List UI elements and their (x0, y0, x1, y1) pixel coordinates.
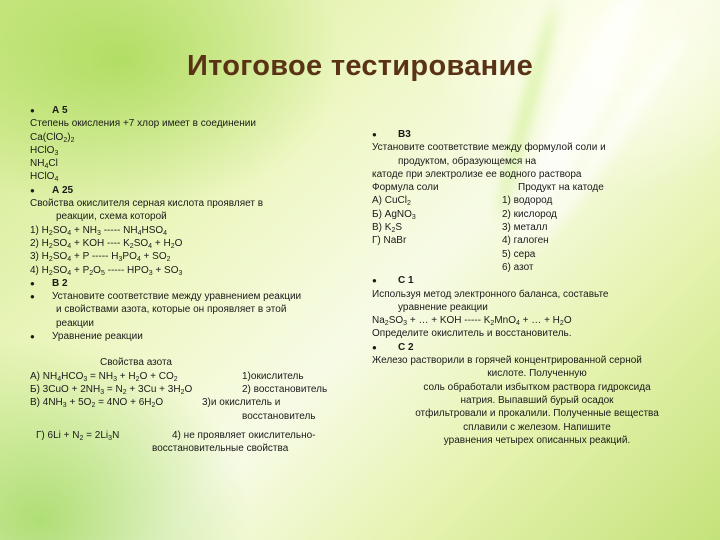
reaction-line: $Na_2SO_3$ + … + KOH ----- $K_2MnO_4$ + … + $H_2O$ (372, 315, 572, 328)
task-c1-question: Используя метод электронного баланса, составьте (372, 288, 609, 300)
table-row: Б) AgNO$_3$ 2) кислород (372, 208, 557, 221)
task-c2-text: Железо растворили в горячей концентрированной серной (372, 355, 642, 367)
task-b2-question: и свойствами азота, которые он проявляет в этой (56, 304, 287, 316)
bullet-icon: ● (372, 276, 377, 286)
task-b2-header: ● Уравнение реакции (30, 331, 143, 343)
table-row: Г) NaBr 4) галоген (372, 235, 549, 247)
task-c2-text: натрия. Выпавший бурый осадок (460, 394, 614, 406)
task-a25-question: Свойства окислителя серная кислота проявляет в (30, 198, 264, 210)
task-b2-header: Свойства азота (100, 357, 172, 369)
table-row: А) CuCl$_2$ 1) водород (372, 195, 553, 208)
right-column (372, 128, 702, 447)
task-c2-text: соль обработали избытком раствора гидроксида (423, 381, 651, 393)
bullet-icon: ● (30, 332, 35, 342)
task-b3-question: катоде при электролизе ее водного раствора (372, 168, 582, 180)
task-c1-question: Определите окислитель и восстановитель. (372, 328, 572, 340)
task-b3-question: Установите соответствие между формулой соли и (372, 142, 606, 154)
table-row: В) $4NH_3 + 5O_2 = 4NO + 6H_2O$ 3)и окислитель и (30, 397, 281, 410)
option-line: $NH_4Cl$ (30, 158, 58, 171)
bullet-icon: ● (30, 292, 35, 302)
reaction-line: 3) $H_2SO_4 + P$ ----- $H_3PO_4 + SO_2$ (30, 251, 171, 264)
bullet-icon: ● (372, 130, 377, 139)
bullet-icon: ● (30, 278, 35, 288)
table-row: Б) $3CuO + 2NH_3 = N_2 + 3Cu + 3H_2O$ 2) восстановитель (30, 383, 328, 396)
option-line: HClO$_3$ (30, 144, 59, 157)
task-b2-question: реакции (56, 317, 94, 329)
bullet-icon: ● (30, 185, 35, 195)
task-a5-heading: ● А 5 (30, 105, 68, 116)
task-b3-question: продуктом, образующемся на (398, 155, 537, 167)
task-c1-heading: ● С 1 (372, 275, 414, 287)
table-row: восстановительные свойства (152, 443, 289, 455)
task-b3-heading: ● В3 (372, 129, 411, 140)
reaction-line: 1) $H_2SO_4 + NH_3$ ----- $NH_4HSO_4$ (30, 224, 168, 237)
left-column (30, 104, 360, 455)
table-row: А) $NH_4HCO_3 = NH_3 + H_2O + CO_2$ 1)окислитель (30, 370, 304, 383)
option-line: HClO$_4$ (30, 171, 59, 184)
task-c2-text: уравнения четырех описанных реакций. (443, 434, 631, 446)
task-b2-question: ● Установите соответствие между уравнением реакции (30, 291, 302, 303)
table-row: 5) сера (502, 248, 536, 260)
task-c2-text: сплавили с железом. Напишите (463, 421, 611, 433)
table-header: Формула соли Продукт на катоде (372, 182, 604, 194)
table-row: 6) азот (502, 261, 534, 273)
task-a25-heading: ● А 25 (30, 184, 74, 196)
task-a5-question: Степень окисления +7 хлор имеет в соединении (30, 118, 256, 130)
reaction-line: 4) $H_2SO_4 + P_2O_5$ ----- $HPO_3 + SO_3$ (30, 264, 183, 277)
table-row: восстановитель (242, 410, 316, 422)
task-b2-heading: ● В 2 (30, 277, 68, 289)
task-c2-text: отфильтровали и прокалили. Полученные вещества (415, 408, 659, 420)
reaction-line: 2) $H_2SO_4$ + KOH ---- $K_2SO_4 + H_2O$ (30, 237, 183, 250)
task-c1-question: уравнение реакции (398, 301, 488, 313)
task-c2-heading: ● С 2 (372, 341, 414, 353)
task-a25-question: реакции, схема которой (56, 211, 167, 223)
table-row: Г) $6Li + N_2 = 2Li_3N$ 4) не проявляет окислительно- (36, 429, 316, 442)
table-row: В) $K_2S$ 3) металл (372, 222, 548, 235)
bullet-icon: ● (30, 106, 35, 115)
task-c2-text: кислоте. Полученную (487, 368, 587, 380)
slide-title: Итоговое тестирование (186, 50, 534, 82)
option-line: $Ca(ClO_2)_2$ (30, 131, 75, 144)
bullet-icon: ● (372, 342, 377, 352)
